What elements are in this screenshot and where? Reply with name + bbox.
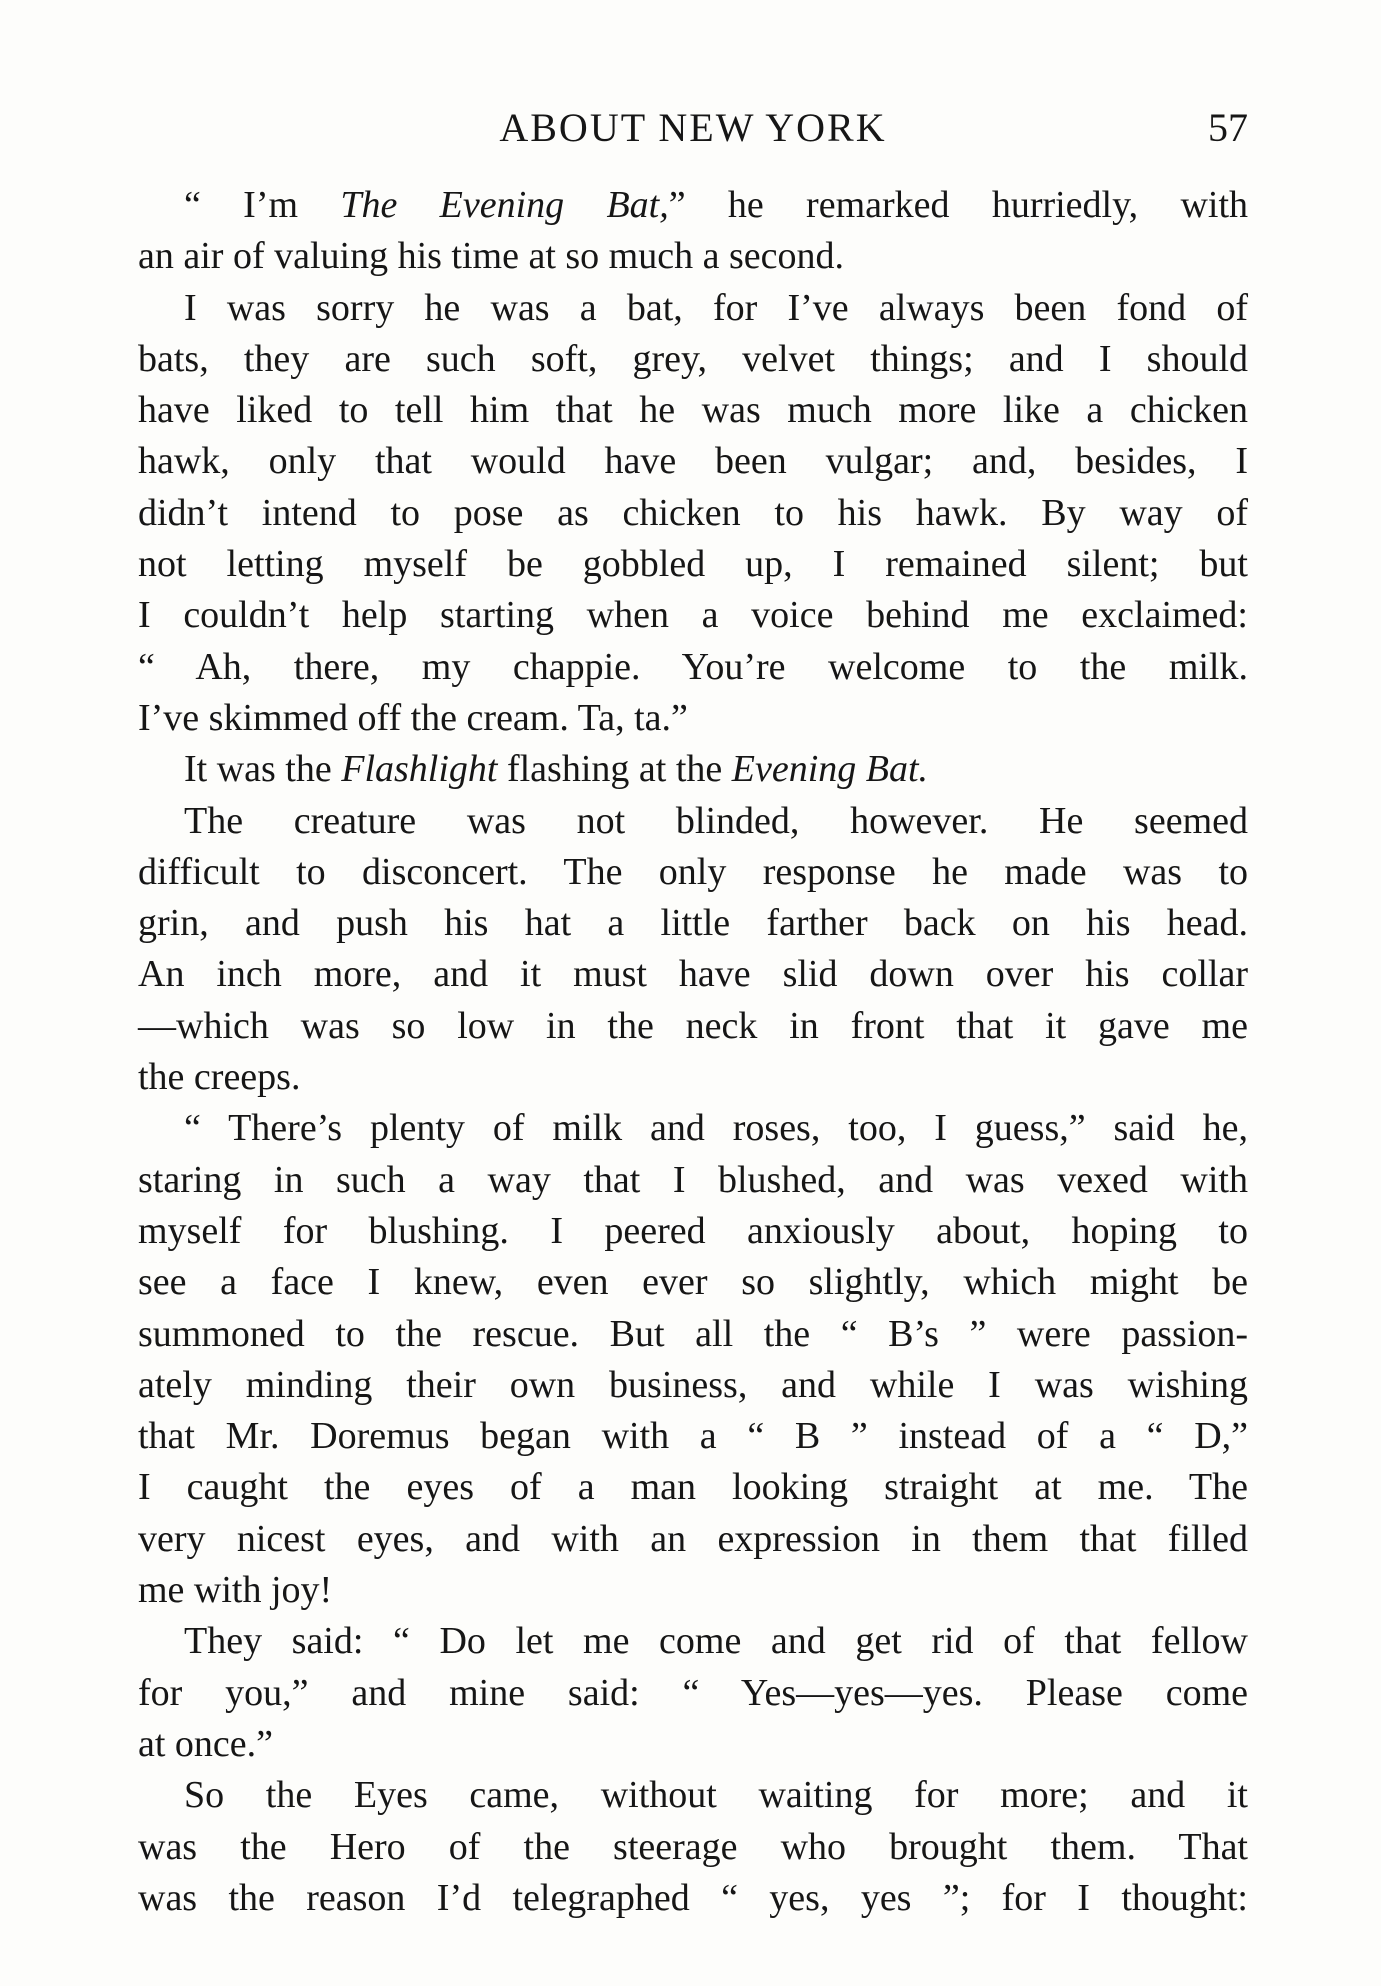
text-line: I caught the eyes of a man looking straight at me. The bbox=[138, 1466, 1248, 1509]
text-line: not letting myself be gobbled up, I remained silent; but bbox=[138, 543, 1248, 586]
text-line: “ I’m The Evening Bat,” he remarked hurriedly, with bbox=[184, 184, 1248, 226]
body-text bbox=[138, 180, 1248, 1924]
text-line: I was sorry he was a bat, for I’ve always been fond of bbox=[184, 286, 1248, 329]
running-title: ABOUT NEW YORK bbox=[499, 105, 887, 150]
text-line: The creature was not blinded, however. He seemed bbox=[184, 799, 1248, 842]
text-line: ately minding their own business, and while I was wishing bbox=[138, 1363, 1248, 1406]
text-line: So the Eyes came, without waiting for more; and it bbox=[184, 1774, 1248, 1817]
text-line: that Mr. Doremus began with a “ B ” instead of a “ D,” bbox=[138, 1415, 1248, 1458]
page-header bbox=[138, 104, 1248, 154]
text-line: They said: “ Do let me come and get rid of that fellow bbox=[184, 1620, 1248, 1663]
page-number: 57 bbox=[1208, 105, 1248, 150]
text-line: very nicest eyes, and with an expression in them that filled bbox=[138, 1517, 1248, 1560]
text-line: for you,” and mine said: “ Yes—yes—yes. Please come bbox=[138, 1671, 1248, 1714]
text-line: It was the Flashlight flashing at the Evening Bat. bbox=[184, 748, 929, 791]
text-line: an air of valuing his time at so much a second. bbox=[138, 235, 844, 278]
text-line: difficult to disconcert. The only response he made was to bbox=[138, 850, 1248, 893]
text-line: summoned to the rescue. But all the “ B’s ” were passion- bbox=[138, 1312, 1248, 1355]
text-line: grin, and push his hat a little farther back on his head. bbox=[138, 902, 1248, 945]
text-line: was the Hero of the steerage who brought them. That bbox=[138, 1825, 1248, 1868]
text-line: the creeps. bbox=[138, 1056, 301, 1099]
text-line: hawk, only that would have been vulgar; and, besides, I bbox=[138, 440, 1248, 483]
text-line: didn’t intend to pose as chicken to his hawk. By way of bbox=[138, 491, 1248, 534]
text-line: see a face I knew, even ever so slightly, which might be bbox=[138, 1261, 1248, 1304]
text-line: have liked to tell him that he was much more like a chicken bbox=[138, 389, 1248, 432]
text-line: “ There’s plenty of milk and roses, too, I guess,” said he, bbox=[184, 1107, 1248, 1150]
text-line: staring in such a way that I blushed, and was vexed with bbox=[138, 1158, 1248, 1201]
text-line: —which was so low in the neck in front that it gave me bbox=[138, 1004, 1248, 1047]
text-line: I’ve skimmed off the cream. Ta, ta.” bbox=[138, 696, 688, 739]
text-line: at once.” bbox=[138, 1722, 274, 1765]
text-line: myself for blushing. I peered anxiously about, hoping to bbox=[138, 1209, 1248, 1252]
text-line: I couldn’t help starting when a voice behind me exclaimed: bbox=[138, 594, 1248, 637]
text-line: “ Ah, there, my chappie. You’re welcome to the milk. bbox=[138, 645, 1248, 688]
text-line: bats, they are such soft, grey, velvet things; and I should bbox=[138, 337, 1248, 380]
text-line: me with joy! bbox=[138, 1569, 333, 1612]
text-line: was the reason I’d telegraphed “ yes, yes ”; for I thought: bbox=[138, 1876, 1248, 1919]
text-line: An inch more, and it must have slid down over his collar bbox=[138, 953, 1248, 996]
